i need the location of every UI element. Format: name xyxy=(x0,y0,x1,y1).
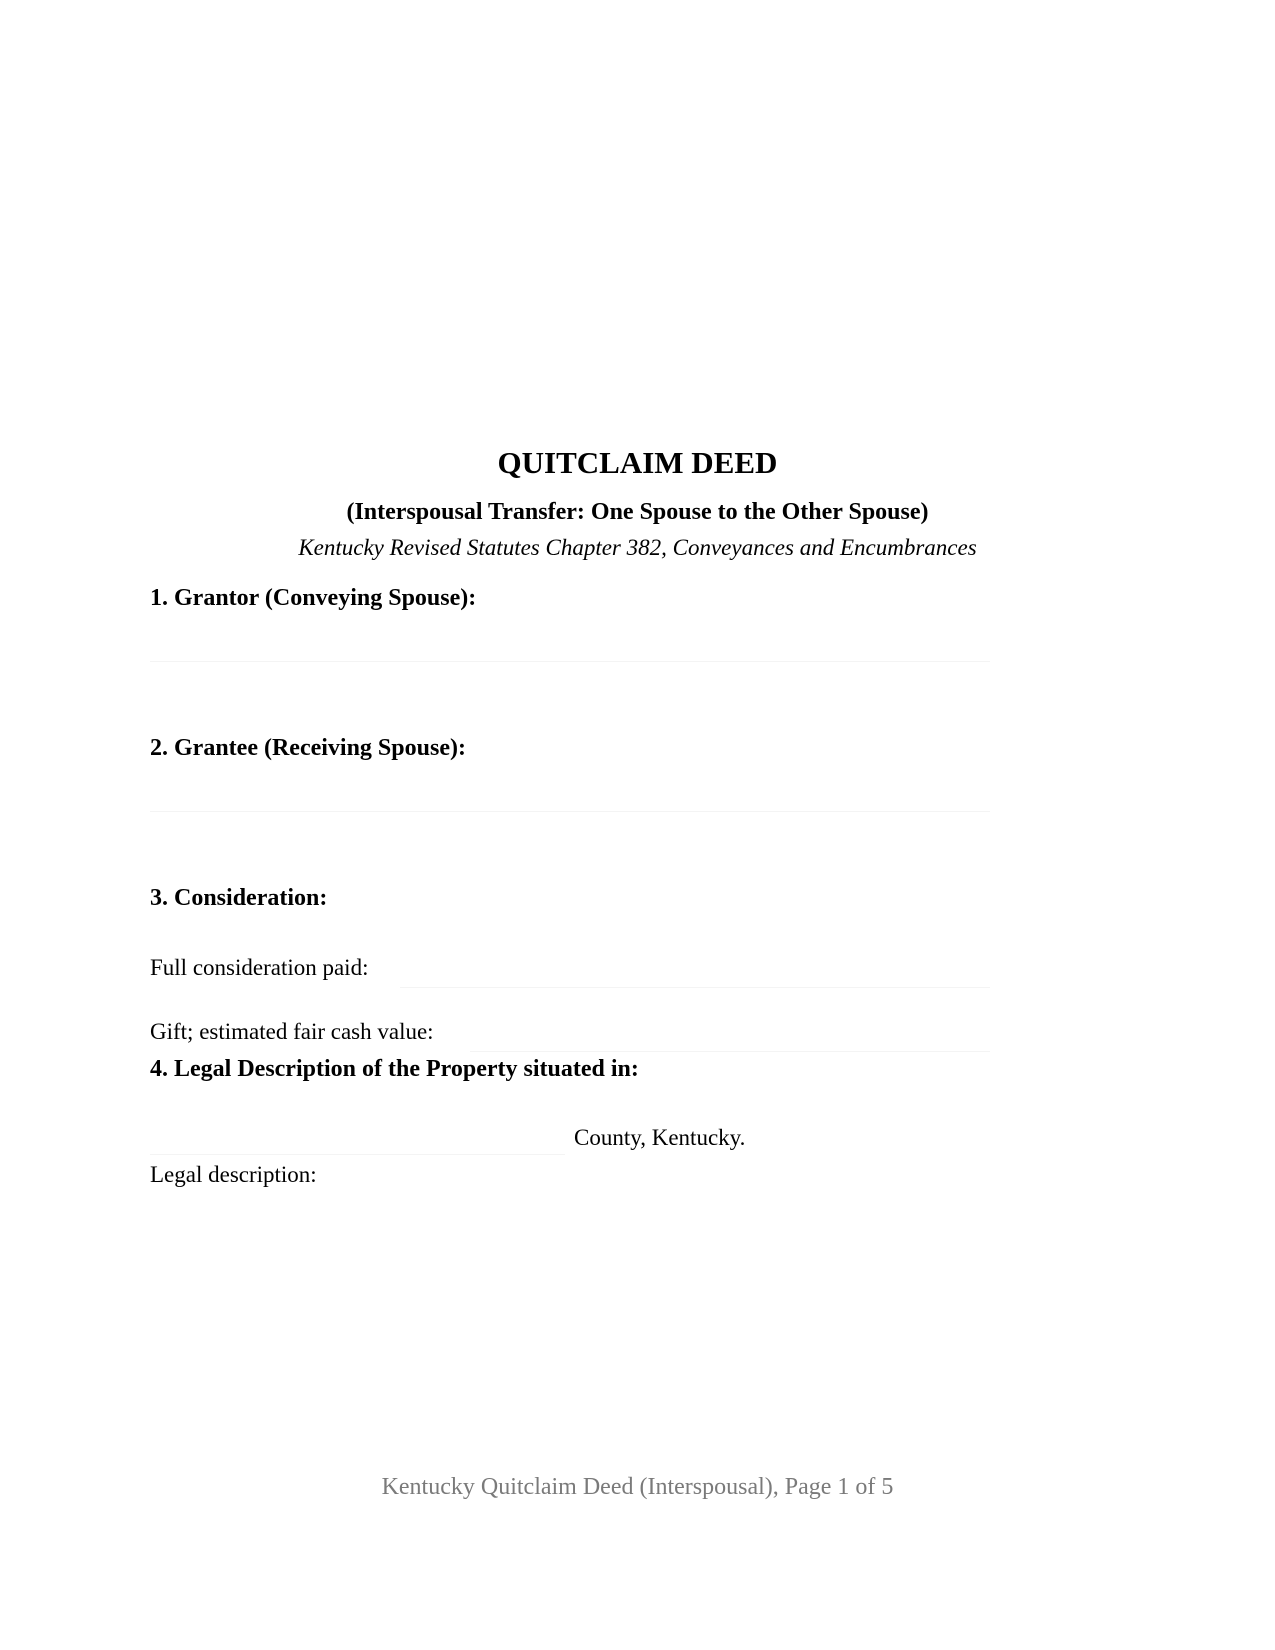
county-suffix-text: County, Kentucky. xyxy=(574,1125,746,1150)
document-title: QUITCLAIM DEED xyxy=(497,445,778,480)
legal-description-label: Legal description: xyxy=(150,1162,317,1187)
grantor-heading: 1. Grantor (Conveying Spouse): xyxy=(150,585,477,611)
county-field[interactable] xyxy=(150,1153,565,1155)
full-consideration-field[interactable] xyxy=(400,986,990,988)
grantee-field[interactable] xyxy=(150,810,990,812)
grantee-heading: 2. Grantee (Receiving Spouse): xyxy=(150,735,466,761)
grantor-field[interactable] xyxy=(150,660,990,662)
legal-description-heading: 4. Legal Description of the Property situated in: xyxy=(150,1056,639,1082)
gift-value-field[interactable] xyxy=(470,1050,990,1052)
statute-reference: Kentucky Revised Statutes Chapter 382, Conveyances and Encumbrances xyxy=(298,535,977,560)
document-subtitle: (Interspousal Transfer: One Spouse to the Other Spouse) xyxy=(346,499,929,525)
consideration-heading: 3. Consideration: xyxy=(150,885,328,911)
page-footer: Kentucky Quitclaim Deed (Interspousal), Page 1 of 5 xyxy=(381,1474,894,1500)
full-consideration-label: Full consideration paid: xyxy=(150,955,369,980)
gift-value-label: Gift; estimated fair cash value: xyxy=(150,1019,434,1044)
